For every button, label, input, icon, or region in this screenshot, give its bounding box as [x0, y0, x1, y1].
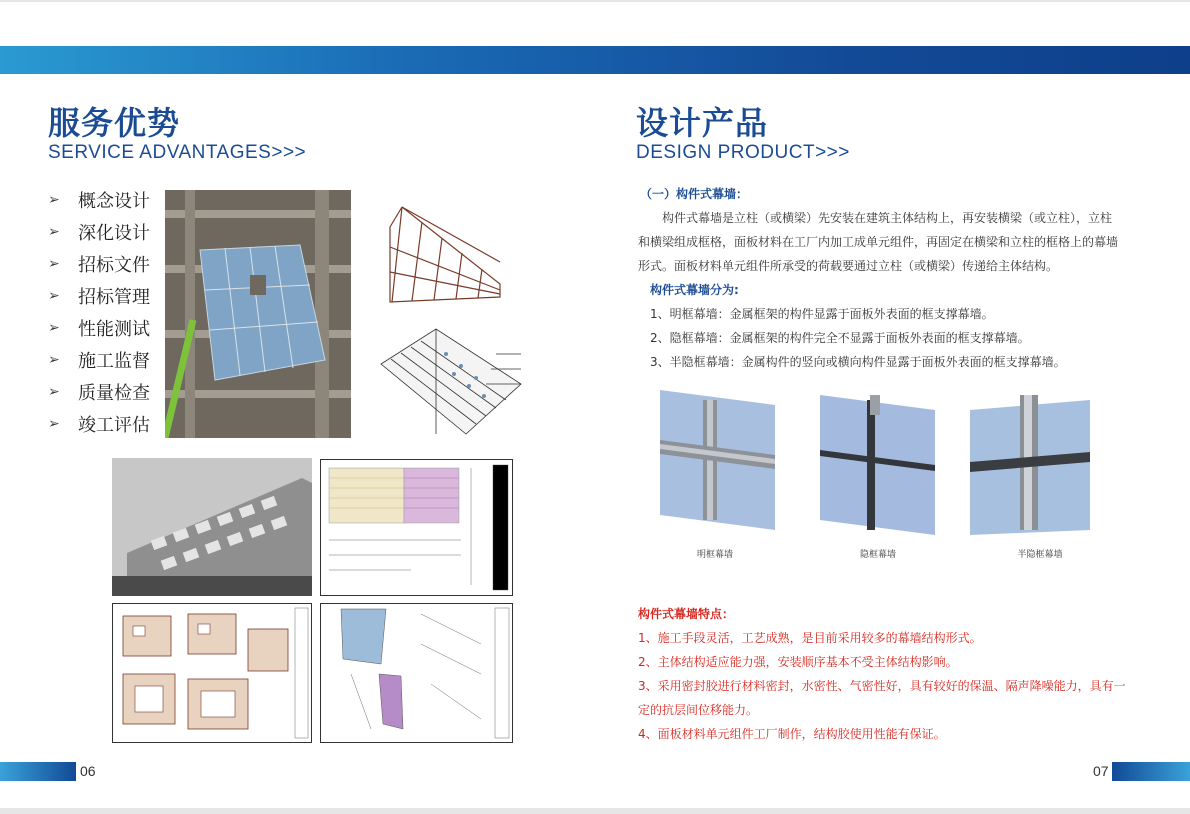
list-item: [48, 184, 150, 216]
arrow-bullet-icon: ➢: [48, 224, 60, 240]
service-label: 深化设计: [78, 223, 150, 244]
list-item: 2、主体结构适应能力强，安装顺序基本不受主体结构影响。: [638, 655, 958, 669]
arrow-bullet-icon: ➢: [48, 320, 60, 336]
shop-drawing-3: [320, 603, 513, 743]
intro-line: 构件式幕墙是立柱（或横梁）先安装在建筑主体结构上，再安装横梁（或立柱），立柱: [662, 211, 1113, 225]
arrow-bullet-icon: ➢: [48, 192, 60, 208]
product-title-en: DESIGN PRODUCT>>>: [636, 142, 850, 163]
list-item: [48, 280, 150, 312]
service-label: 性能测试: [78, 319, 150, 340]
list-item: 1、明框幕墙：金属框架的构件显露于面板外表面的框支撑幕墙。: [650, 307, 994, 321]
arrow-bullet-icon: ➢: [48, 352, 60, 368]
intro-paragraph: [638, 206, 1128, 278]
section-heading: （一）构件式幕墙：: [640, 187, 749, 201]
hidden-frame-render: [815, 390, 940, 540]
intro-line: 形式。面板材料单元组件所承受的荷载要通过立柱（或横梁）传递给主体结构。: [638, 259, 1059, 273]
list-item: 2、隐框幕墙：金属框架的构件完全不显露于面板外表面的框支撑幕墙。: [650, 331, 1030, 345]
list-item: [48, 408, 150, 440]
frame-sketch-1: [382, 202, 506, 312]
list-item: 3、采用密封胶进行材料密封，水密性、气密性好，具有较好的保温、隔声降噪能力，具有一: [638, 679, 1126, 693]
product-title-cn: 设计产品: [636, 104, 769, 142]
features-heading: 构件式幕墙特点：: [638, 607, 735, 621]
bottom-border: [0, 808, 1190, 814]
list-item: [48, 312, 150, 344]
list-item: 1、施工手段灵活，工艺成熟，是目前采用较多的幕墙结构形式。: [638, 631, 982, 645]
footer-bar-right: [1112, 762, 1190, 781]
types-heading: 构件式幕墙分为:: [650, 283, 739, 297]
service-title-cn: 服务优势: [48, 104, 181, 142]
list-item: [48, 376, 150, 408]
header-banner: [0, 46, 1190, 74]
top-border: [0, 0, 1190, 2]
exposed-frame-render: [655, 385, 780, 535]
arrow-bullet-icon: ➢: [48, 384, 60, 400]
service-label: 竣工评估: [78, 415, 150, 436]
frame-sketch-2: [376, 324, 524, 438]
list-item: 4、面板材料单元组件工厂制作，结构胶使用性能有保证。: [638, 727, 946, 741]
service-label: 概念设计: [78, 191, 150, 212]
arrow-bullet-icon: ➢: [48, 416, 60, 432]
list-item: 定的抗层间位移能力。: [638, 703, 759, 717]
construction-photo: [165, 190, 351, 438]
service-label: 招标文件: [78, 255, 150, 276]
arrow-bullet-icon: ➢: [48, 256, 60, 272]
list-item: [48, 344, 150, 376]
render-caption: 隐框幕墙: [859, 550, 896, 560]
service-label: 质量检查: [78, 383, 150, 404]
semi-hidden-frame-render: [965, 390, 1095, 540]
features-list: [638, 626, 1128, 746]
shop-drawing-1: [320, 459, 513, 596]
render-caption: 半隐框幕墙: [1017, 550, 1063, 560]
list-item: [48, 248, 150, 280]
arrow-bullet-icon: ➢: [48, 288, 60, 304]
service-label: 施工监督: [78, 351, 150, 372]
service-list: [48, 184, 150, 440]
page-number-right: 07: [1093, 763, 1109, 779]
footer-bar-left: [0, 762, 76, 781]
list-item: 3、半隐框幕墙：金属构件的竖向或横向构件显露于面板外表面的框支撑幕墙。: [650, 355, 1066, 369]
service-label: 招标管理: [78, 287, 150, 308]
types-list: [650, 302, 1140, 374]
render-caption: 明框幕墙: [696, 550, 733, 560]
shop-drawing-2: [112, 603, 312, 743]
facade-photo: [112, 458, 312, 596]
page-number-left: 06: [80, 763, 96, 779]
intro-line: 和横梁组成框格，面板材料在工厂内加工成单元组件，再固定在横梁和立柱的框格上的幕墙: [638, 235, 1119, 249]
service-title-en: SERVICE ADVANTAGES>>>: [48, 142, 307, 163]
list-item: [48, 216, 150, 248]
